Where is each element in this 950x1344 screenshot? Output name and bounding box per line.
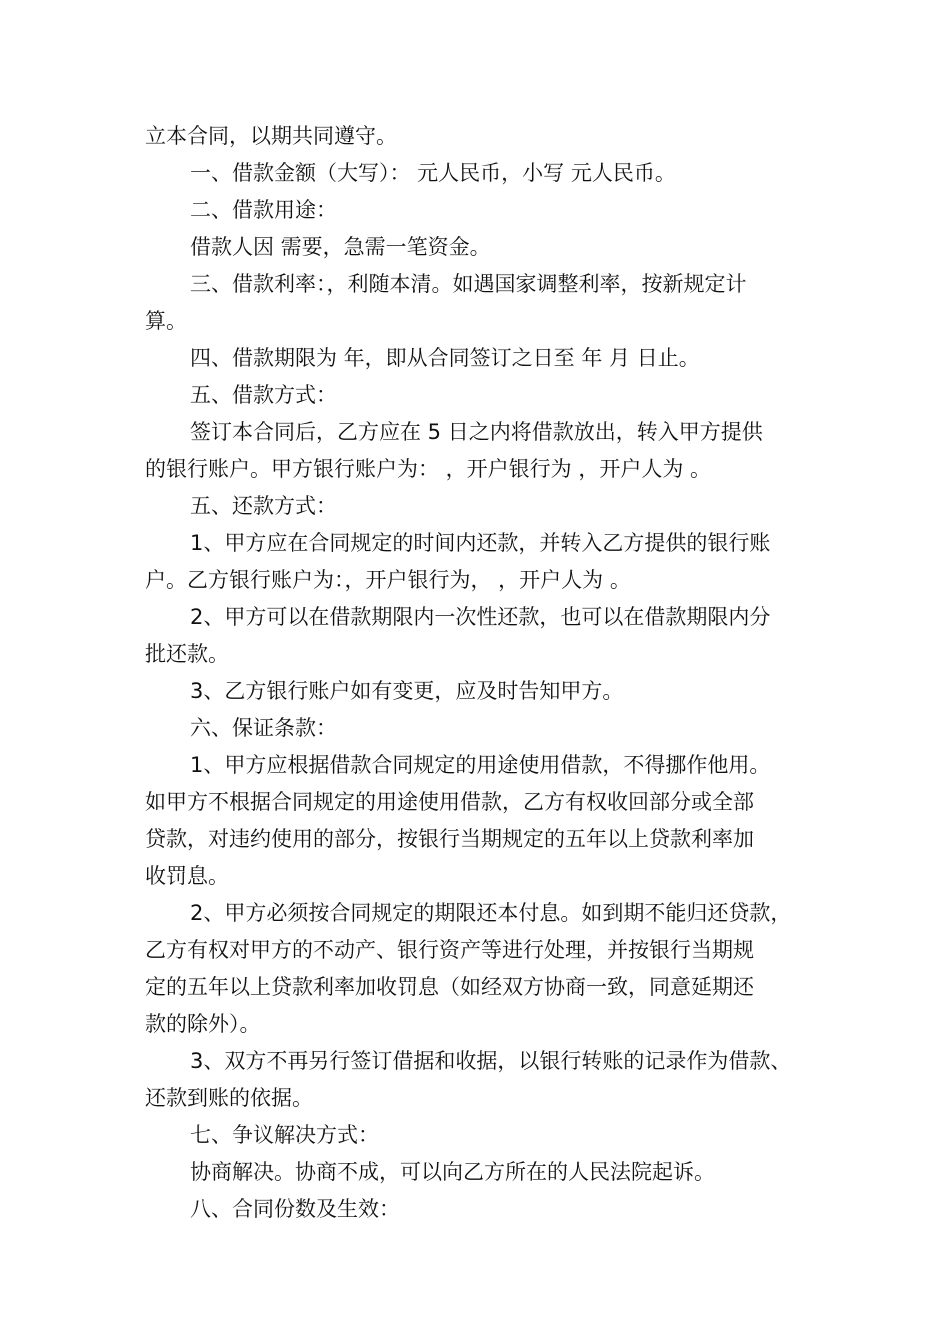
paragraph-line: 批还款。 xyxy=(145,642,229,666)
clause-3-heading: 三、借款利率：，利随本清。如遇国家调整利率，按新规定计 xyxy=(190,272,747,296)
paragraph-line: 的银行账户。甲方银行账户为： ，开户银行为 ，开户人为 。 xyxy=(145,457,712,481)
paragraph-line: 借款人因 需要，急需一笔资金。 xyxy=(190,235,491,259)
clause-1-heading: 一、借款金额（大写）： 元人民币，小写 元人民币。 xyxy=(190,161,676,185)
paragraph-line: 如甲方不根据合同规定的用途使用借款，乙方有权收回部分或全部 xyxy=(145,790,754,814)
paragraph-line: 签订本合同后，乙方应在 5 日之内将借款放出，转入甲方提供 xyxy=(190,420,763,444)
paragraph-line: 3、乙方银行账户如有变更，应及时告知甲方。 xyxy=(190,679,624,703)
clause-6-heading: 六、保证条款： xyxy=(190,716,337,740)
clause-5-heading: 五、借款方式： xyxy=(190,383,337,407)
paragraph-line: 立本合同，以期共同遵守。 xyxy=(145,124,397,148)
clause-4-heading: 四、借款期限为 年，即从合同签订之日至 年 月 日止。 xyxy=(190,346,700,370)
paragraph-line: 定的五年以上贷款利率加收罚息（如经双方协商一致，同意延期还 xyxy=(145,975,754,999)
paragraph-line: 协商解决。协商不成，可以向乙方所在的人民法院起诉。 xyxy=(190,1160,715,1184)
paragraph-line: 1、甲方应根据借款合同规定的用途使用借款，不得挪作他用。 xyxy=(190,753,771,777)
paragraph-line: 2、甲方可以在借款期限内一次性还款，也可以在借款期限内分 xyxy=(190,605,771,629)
paragraph-line: 款的除外）。 xyxy=(145,1012,261,1036)
paragraph-line: 贷款，对违约使用的部分，按银行当期规定的五年以上贷款利率加 xyxy=(145,827,754,851)
paragraph-line: 2、甲方必须按合同规定的期限还本付息。如到期不能归还贷款， xyxy=(190,901,792,925)
paragraph-line: 户。乙方银行账户为：，开户银行为， ，开户人为 。 xyxy=(145,568,631,592)
paragraph-line: 收罚息。 xyxy=(145,864,229,888)
paragraph-line: 乙方有权对甲方的不动产、银行资产等进行处理，并按银行当期规 xyxy=(145,938,754,962)
clause-8-heading: 八、合同份数及生效： xyxy=(190,1197,400,1221)
paragraph-line: 算。 xyxy=(145,309,187,333)
clause-2-heading: 二、借款用途： xyxy=(190,198,337,222)
clause-7-heading: 七、争议解决方式： xyxy=(190,1123,379,1147)
paragraph-line: 还款到账的依据。 xyxy=(145,1086,313,1110)
clause-5b-heading: 五、还款方式： xyxy=(190,494,337,518)
paragraph-line: 1、甲方应在合同规定的时间内还款，并转入乙方提供的银行账 xyxy=(190,531,771,555)
paragraph-line: 3、双方不再另行签订借据和收据，以银行转账的记录作为借款、 xyxy=(190,1049,792,1073)
